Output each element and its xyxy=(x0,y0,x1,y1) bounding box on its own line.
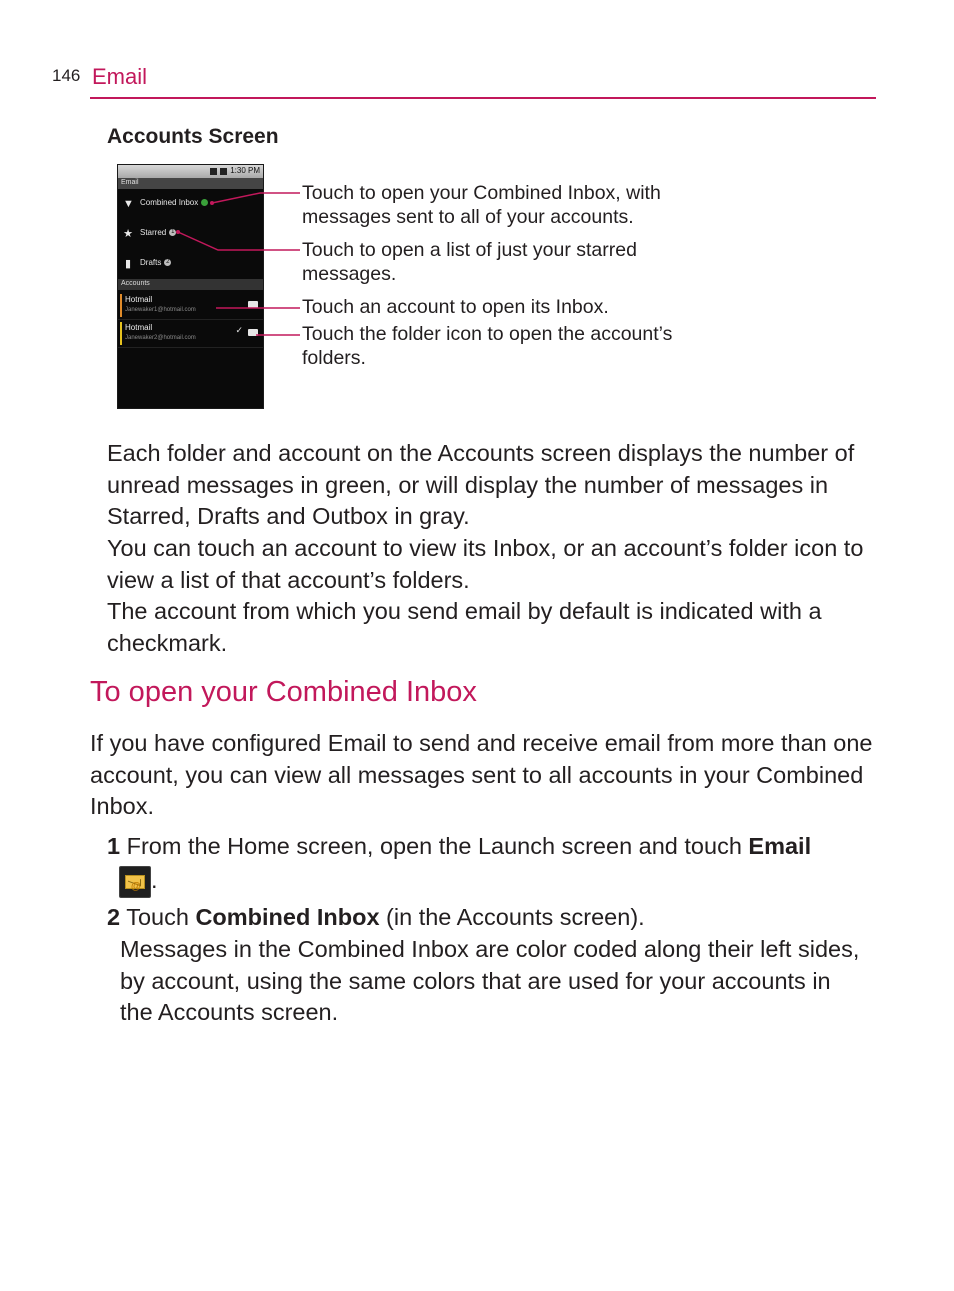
callout-account: Touch an account to open its Inbox. xyxy=(302,296,609,318)
accounts-section-header: Accounts xyxy=(118,279,263,290)
step-bold-term: Email xyxy=(748,833,812,859)
account-address: Janewaker1@hotmail.com xyxy=(125,307,196,313)
account-name: Hotmail xyxy=(125,323,153,332)
callout-combined-inbox: Touch to open your Combined Inbox, with messages sent to all of your accounts. xyxy=(302,182,661,228)
account-color-stripe xyxy=(120,294,122,317)
step-number: 1 xyxy=(107,833,121,859)
paragraph-unread-counts: Each folder and account on the Accounts screen displays the number of unread messages in green, or will display the number of messages in Starred, Drafts and Outbox in gray. xyxy=(107,440,855,530)
step-2 xyxy=(107,902,877,934)
step-1 xyxy=(107,831,877,898)
count-badge: 2 xyxy=(166,259,170,266)
count-badge: 1 xyxy=(171,229,175,236)
intro-paragraph: If you have configured Email to send and receive email from more than one account, you can view all messages sent to all accounts in your Combined Inbox. xyxy=(90,730,873,820)
section-title: Email xyxy=(92,64,148,89)
account-row[interactable] xyxy=(118,292,263,320)
step-bold-term: Combined Inbox xyxy=(195,904,380,930)
unread-count-badge xyxy=(201,199,208,206)
starred-row[interactable] xyxy=(118,220,263,248)
accounts-screen-screenshot xyxy=(117,164,264,409)
paragraph-default-account: The account from which you send email by default is indicated with a checkmark. xyxy=(107,598,822,656)
step-text: From the Home screen, open the Launch screen and touch xyxy=(126,833,749,859)
drafts-row[interactable] xyxy=(118,250,263,278)
step-text-end: . xyxy=(151,866,158,893)
row-label: Combined Inbox xyxy=(140,198,208,207)
header-divider xyxy=(90,97,876,99)
email-app-icon: @ xyxy=(119,866,151,898)
signal-icon xyxy=(210,168,217,175)
account-name: Hotmail xyxy=(125,295,153,304)
accounts-screen-heading: Accounts Screen xyxy=(107,125,279,148)
account-address: Janewaker2@hotmail.com xyxy=(125,335,196,341)
page-number: 146 xyxy=(52,66,81,85)
combined-inbox-row[interactable] xyxy=(118,190,263,218)
drafts-icon: ▮ xyxy=(124,258,132,270)
folder-icon[interactable] xyxy=(248,301,258,308)
account-color-stripe xyxy=(120,322,122,345)
step-number: 2 xyxy=(107,904,121,930)
section-heading: To open your Combined Inbox xyxy=(90,676,477,708)
default-check-icon: ✓ xyxy=(235,325,243,335)
combined-inbox-icon: ▼ xyxy=(123,198,134,210)
app-title-bar xyxy=(118,178,263,189)
status-bar xyxy=(118,165,263,178)
status-clock: 1:30 PM xyxy=(230,166,260,175)
folder-icon[interactable] xyxy=(248,329,258,336)
step-text-end: (in the Accounts screen). xyxy=(379,904,645,930)
star-icon: ★ xyxy=(123,228,133,240)
app-title: Email xyxy=(121,179,139,186)
callout-starred: Touch to open a list of just your starred messages. xyxy=(302,239,637,285)
row-label: Starred 1 xyxy=(140,228,175,237)
row-label: Drafts 2 xyxy=(140,258,170,267)
paragraph-touch-account: You can touch an account to view its Inbox, or an account’s folder icon to view a list of that account’s folders. xyxy=(107,535,864,593)
step-text: Touch xyxy=(126,904,196,930)
battery-icon xyxy=(220,168,227,175)
account-row[interactable] xyxy=(118,320,263,348)
callout-folder: Touch the folder icon to open the account’s folders. xyxy=(302,323,673,369)
step-2-detail: Messages in the Combined Inbox are color coded along their left sides, by account, using the same colors that are used for your accounts in the Accounts screen. xyxy=(120,936,860,1026)
